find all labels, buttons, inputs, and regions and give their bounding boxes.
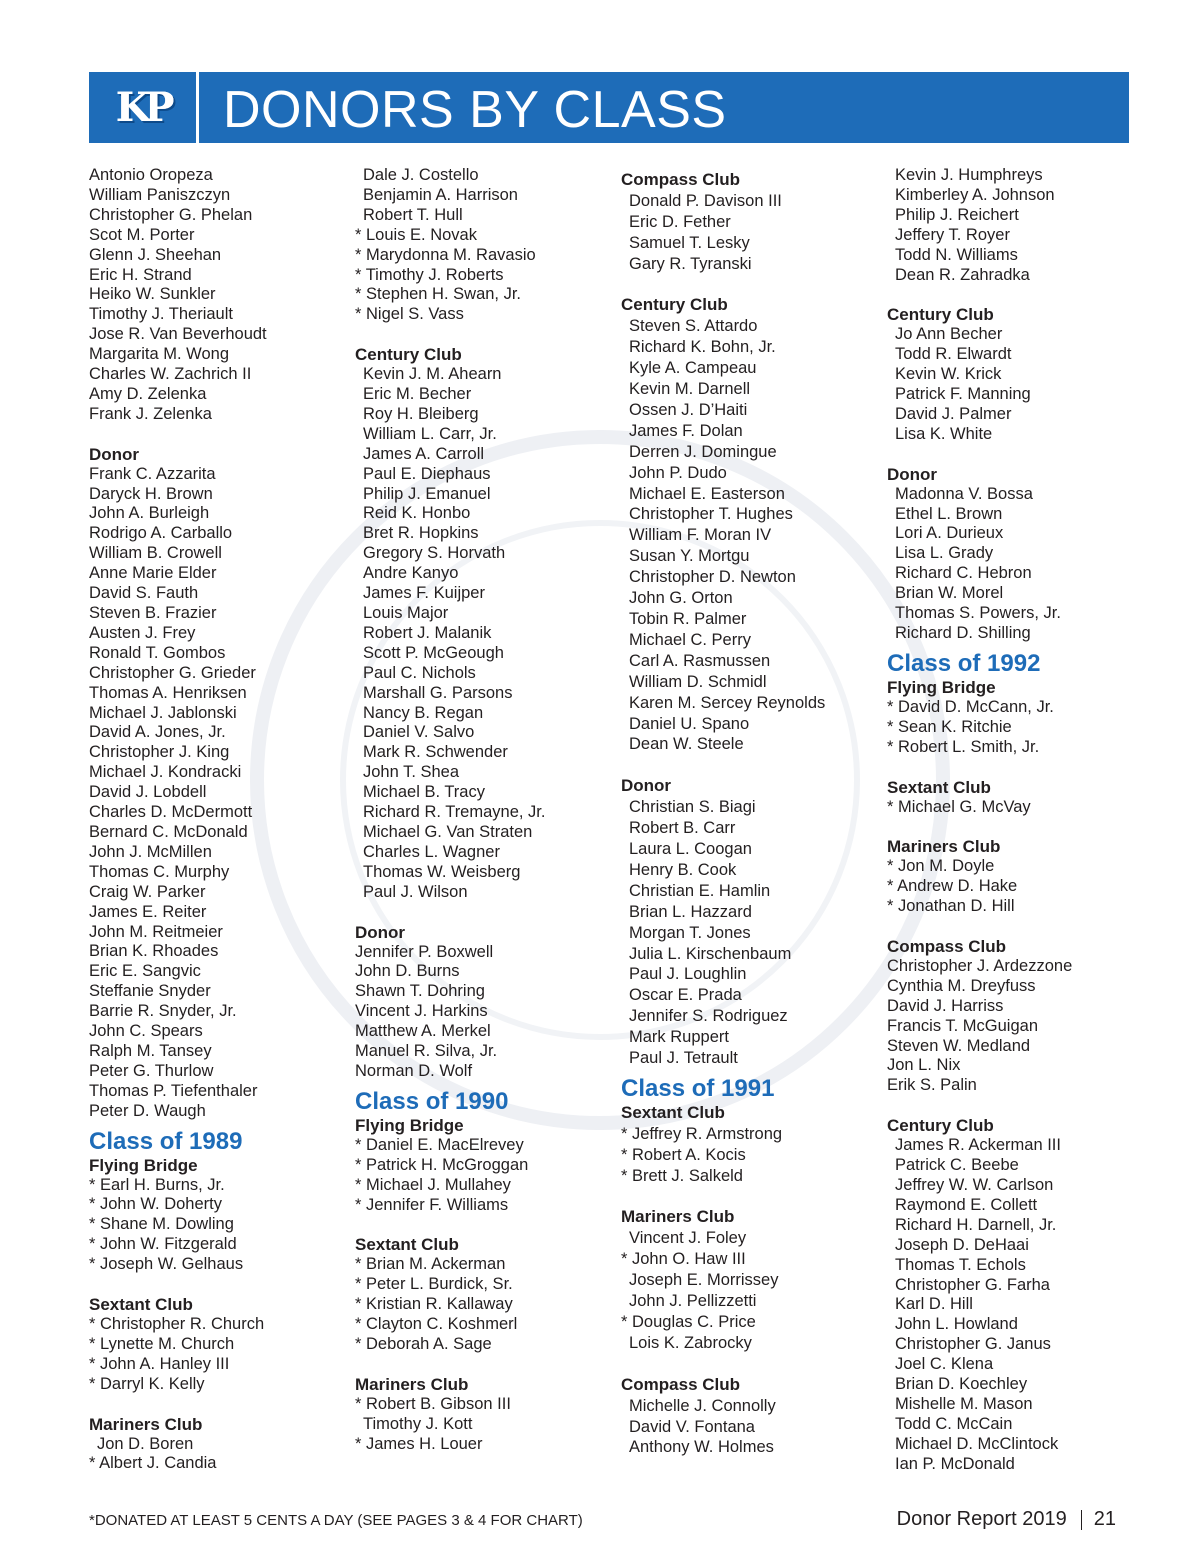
section-label: Sextant Club — [887, 777, 991, 797]
section-spacer — [887, 758, 1137, 778]
section-spacer — [355, 903, 605, 923]
donor-name: James E. Reiter — [89, 902, 207, 921]
donor-name: Christian E. Hamlin — [629, 881, 771, 900]
donor-name: Jon L. Nix — [887, 1056, 961, 1075]
section-spacer — [887, 1096, 1137, 1116]
donor-name: William B. Crowell — [89, 544, 222, 563]
section-label: Flying Bridge — [887, 677, 996, 697]
donor-name: Kevin W. Krick — [895, 365, 1002, 384]
donor-name: * Patrick H. McGroggan — [355, 1155, 529, 1174]
donor-name: John D. Burns — [355, 962, 460, 981]
donor-name: * Timothy J. Roberts — [355, 265, 504, 284]
donor-name: Kimberley A. Johnson — [895, 185, 1055, 204]
class-heading: Class of 1989 — [89, 1127, 243, 1155]
donor-name: Karl D. Hill — [895, 1295, 973, 1314]
donor-name: Manuel R. Silva, Jr. — [355, 1042, 498, 1061]
donor-name: Norman D. Wolf — [355, 1061, 473, 1080]
donor-name: * Marydonna M. Ravasio — [355, 245, 536, 264]
donor-name: Lisa K. White — [895, 424, 993, 443]
donor-name: Christian S. Biagi — [629, 798, 756, 817]
donor-name: * Lynette M. Church — [89, 1334, 235, 1353]
section-label: Century Club — [621, 295, 728, 315]
donor-name: Eric E. Sangvic — [89, 962, 201, 981]
section-spacer — [621, 275, 871, 296]
donor-name: * Jeffrey R. Armstrong — [621, 1124, 783, 1143]
donor-name: Mark Ruppert — [629, 1028, 729, 1047]
donor-name: * Stephen H. Swan, Jr. — [355, 285, 522, 304]
section-label: Sextant Club — [89, 1295, 193, 1314]
donor-name: Kyle A. Campeau — [629, 359, 757, 378]
donor-name: Heiko W. Sunkler — [89, 285, 216, 304]
donor-name: * Michael G. McVay — [887, 797, 1031, 816]
donor-name: Jo Ann Becher — [895, 325, 1003, 344]
donor-name: Karen M. Sercey Reynolds — [629, 693, 826, 712]
section-label: Sextant Club — [355, 1235, 459, 1255]
donor-name: Paul J. Loughlin — [629, 965, 747, 984]
donor-name: Julia L. Kirschenbaum — [629, 944, 792, 963]
donor-name: Christopher G. Grieder — [89, 663, 256, 682]
donor-name: Kevin J. M. Ahearn — [363, 365, 502, 384]
donor-name: Ian P. McDonald — [895, 1454, 1015, 1473]
section-label: Donor — [621, 776, 672, 796]
donor-name: Michael J. Kondracki — [89, 763, 242, 782]
donor-name: Tobin R. Palmer — [629, 610, 747, 629]
donor-name: Donald P. Davison III — [629, 191, 782, 210]
donor-name: Richard C. Hebron — [895, 564, 1032, 583]
donor-name: Margarita M. Wong — [89, 345, 229, 364]
donor-name: Vincent J. Harkins — [355, 1002, 488, 1021]
donor-name: * Deborah A. Sage — [355, 1334, 492, 1353]
section-label: Mariners Club — [621, 1207, 735, 1227]
donor-name: * Michael J. Mullahey — [355, 1175, 511, 1194]
donor-name: Patrick F. Manning — [895, 385, 1031, 404]
donor-name: John A. Burleigh — [89, 504, 210, 523]
donor-name: Eric D. Fether — [629, 212, 731, 231]
header-divider — [196, 72, 199, 143]
section-label: Century Club — [887, 305, 994, 325]
donor-name: John G. Orton — [629, 589, 733, 608]
donor-name: Todd C. McCain — [895, 1414, 1013, 1433]
donor-name: Charles L. Wagner — [363, 842, 500, 861]
section-label: Compass Club — [887, 936, 1007, 956]
section-spacer — [887, 917, 1137, 937]
donor-name: * Brian M. Ackerman — [355, 1255, 506, 1274]
section-label: Mariners Club — [355, 1374, 469, 1394]
donor-name: * Sean K. Ritchie — [887, 717, 1012, 736]
donor-name: * John O. Haw III — [621, 1250, 746, 1269]
donor-name: Charles W. Zachrich II — [89, 365, 252, 384]
donor-name: Robert B. Carr — [629, 819, 736, 838]
donor-name: Lisa L. Grady — [895, 544, 994, 563]
page-number: 21 — [1093, 1508, 1116, 1530]
donor-name: Anthony W. Holmes — [629, 1438, 774, 1457]
donor-name: Vincent J. Foley — [629, 1229, 747, 1248]
donor-name: David A. Jones, Jr. — [89, 723, 226, 742]
donor-name: Steffanie Snyder — [89, 982, 211, 1001]
donor-name: Dean W. Steele — [629, 735, 744, 754]
donor-name: Dean R. Zahradka — [895, 265, 1030, 284]
section-spacer — [887, 817, 1137, 837]
donor-name: Cynthia M. Dreyfuss — [887, 976, 1036, 995]
donor-name: Bernard C. McDonald — [89, 822, 248, 841]
donor-name: Reid K. Honbo — [363, 504, 471, 523]
donor-name: Steven S. Attardo — [629, 317, 758, 336]
donor-name: David J. Palmer — [895, 404, 1012, 423]
donor-name: Peter D. Waugh — [89, 1101, 206, 1120]
donor-name: Timothy J. Theriault — [89, 305, 233, 324]
donor-name: David J. Harriss — [887, 996, 1004, 1015]
donor-name: Rodrigo A. Carballo — [89, 524, 233, 543]
donor-name: Jeffrey W. W. Carlson — [895, 1175, 1054, 1194]
donor-name: * Brett J. Salkeld — [621, 1166, 743, 1185]
donor-name: Francis T. McGuigan — [887, 1016, 1038, 1035]
section-spacer — [355, 1355, 605, 1375]
donor-name: James F. Kuijper — [363, 584, 485, 603]
donor-name: * Andrew D. Hake — [887, 877, 1018, 896]
donor-name: Andre Kanyo — [363, 564, 459, 583]
section-spacer — [89, 425, 339, 445]
donor-name: Susan Y. Mortgu — [629, 547, 750, 566]
column-3 — [621, 170, 871, 1458]
donor-name: Laura L. Coogan — [629, 839, 752, 858]
page-header — [89, 72, 1129, 143]
donor-name: Antonio Oropeza — [89, 166, 213, 184]
donor-name: Frank C. Azzarita — [89, 464, 216, 483]
donor-name: Mark R. Schwender — [363, 743, 508, 762]
donor-name: Louis Major — [363, 604, 449, 623]
donor-name: Thomas W. Weisberg — [363, 862, 521, 881]
donor-name: Richard K. Bohn, Jr. — [629, 338, 776, 357]
donor-name: * Christopher R. Church — [89, 1315, 265, 1333]
donor-name: * Louis E. Novak — [355, 225, 477, 244]
section-label: Century Club — [887, 1116, 994, 1136]
section-label: Mariners Club — [887, 837, 1001, 857]
donor-name: * John A. Hanley III — [89, 1354, 230, 1373]
section-label: Donor — [89, 444, 140, 464]
donor-name: Madonna V. Bossa — [895, 484, 1033, 503]
donor-name: Henry B. Cook — [629, 860, 737, 879]
donor-name: * Jennifer F. Williams — [355, 1195, 509, 1214]
donor-name: Matthew A. Merkel — [355, 1022, 491, 1041]
donor-name: Jon D. Boren — [97, 1434, 194, 1453]
donor-name: Paul J. Wilson — [363, 882, 468, 901]
donor-name: Ossen J. D’Haiti — [629, 400, 748, 419]
donor-name: Philip J. Emanuel — [363, 484, 491, 503]
donor-name: * Darryl K. Kelly — [89, 1374, 205, 1393]
kp-logo: KP — [115, 84, 169, 131]
donor-name: Christopher G. Farha — [895, 1275, 1050, 1294]
donor-name: Michael E. Easterson — [629, 484, 785, 503]
donor-name: Brian W. Morel — [895, 584, 1004, 603]
donor-name: * Kristian R. Kallaway — [355, 1295, 513, 1314]
donor-name: Scot M. Porter — [89, 225, 195, 244]
donor-name: Christopher J. King — [89, 743, 230, 762]
class-heading: Class of 1992 — [887, 649, 1041, 677]
donor-name: * Robert L. Smith, Jr. — [887, 737, 1040, 756]
section-label: Flying Bridge — [355, 1115, 464, 1135]
donor-name: Daniel V. Salvo — [363, 723, 475, 742]
section-spacer — [89, 1395, 339, 1415]
donor-name: Anne Marie Elder — [89, 564, 217, 583]
donor-name: Samuel T. Lesky — [629, 233, 750, 252]
donor-name: Barrie R. Snyder, Jr. — [89, 1002, 237, 1021]
footer-separator — [1081, 1510, 1082, 1530]
donor-name: Michael B. Tracy — [363, 783, 485, 802]
donor-name: David J. Lobdell — [89, 783, 207, 802]
donor-name: * Earl H. Burns, Jr. — [89, 1175, 225, 1194]
donor-name: Jose R. Van Beverhoudt — [89, 325, 267, 344]
donor-name: Dale J. Costello — [363, 166, 479, 184]
donor-name: John M. Reitmeier — [89, 922, 223, 941]
donor-name: Brian K. Rhoades — [89, 942, 219, 961]
donor-name: Thomas S. Powers, Jr. — [895, 604, 1061, 623]
section-spacer — [887, 445, 1137, 465]
section-spacer — [621, 1187, 871, 1208]
section-spacer — [621, 1354, 871, 1375]
donor-name: Brian D. Koechley — [895, 1375, 1028, 1394]
donor-name: * Daniel E. MacElrevey — [355, 1135, 524, 1154]
donor-name: Erik S. Palin — [887, 1076, 977, 1095]
donor-name: James R. Ackerman III — [895, 1136, 1061, 1155]
donor-name: Robert J. Malanik — [363, 623, 492, 642]
donor-name: Michael C. Perry — [629, 630, 751, 649]
donor-name: * Peter L. Burdick, Sr. — [355, 1275, 513, 1294]
donor-name: Todd R. Elwardt — [895, 345, 1012, 364]
donor-name: Christopher G. Janus — [895, 1335, 1051, 1354]
donor-name: Charles D. McDermott — [89, 803, 253, 822]
report-title: Donor Report 2019 — [896, 1508, 1067, 1530]
donor-name: Morgan T. Jones — [629, 923, 751, 942]
section-label: Compass Club — [621, 1374, 741, 1394]
donor-name: Robert T. Hull — [363, 205, 463, 224]
donor-name: Ronald T. Gombos — [89, 643, 226, 662]
donor-name: Joseph E. Morrissey — [629, 1271, 779, 1290]
donor-name: * John W. Fitzgerald — [89, 1235, 237, 1254]
section-spacer — [355, 1215, 605, 1235]
donor-name: Paul J. Tetrault — [629, 1049, 738, 1068]
donor-name: William D. Schmidl — [629, 672, 767, 691]
donor-name: Patrick C. Beebe — [895, 1156, 1019, 1175]
donor-name: Kevin J. Humphreys — [895, 166, 1043, 184]
donor-name: Raymond E. Collett — [895, 1195, 1038, 1214]
donor-name: David V. Fontana — [629, 1417, 755, 1436]
donor-name: William Paniszczyn — [89, 185, 231, 204]
donor-name: Thomas C. Murphy — [89, 862, 230, 881]
donor-name: Lori A. Durieux — [895, 524, 1004, 543]
donor-name: James F. Dolan — [629, 421, 743, 440]
donor-name: Peter G. Thurlow — [89, 1061, 214, 1080]
donor-name: Marshall G. Parsons — [363, 683, 513, 702]
section-label: Donor — [355, 922, 406, 942]
donor-name: Daniel U. Spano — [629, 714, 750, 733]
donor-name: Michael G. Van Straten — [363, 822, 533, 841]
donor-name: Jennifer S. Rodriguez — [629, 1007, 788, 1026]
footer-report — [897, 1508, 1116, 1531]
donor-name: Frank J. Zelenka — [89, 404, 212, 423]
donor-name: Richard H. Darnell, Jr. — [895, 1215, 1057, 1234]
donor-name: Amy D. Zelenka — [89, 384, 207, 403]
page-title: DONORS BY CLASS — [223, 81, 727, 139]
section-label: Compass Club — [621, 170, 741, 189]
donor-name: Kevin M. Darnell — [629, 380, 751, 399]
donor-name: Michelle J. Connolly — [629, 1396, 776, 1415]
section-spacer — [887, 285, 1137, 305]
section-label: Donor — [887, 464, 938, 484]
donor-name: John J. McMillen — [89, 842, 212, 861]
donor-name: * Robert A. Kocis — [621, 1145, 746, 1164]
donor-name: Gary R. Tyranski — [629, 254, 752, 273]
donor-name: Glenn J. Sheehan — [89, 245, 222, 264]
section-spacer — [621, 755, 871, 776]
donor-name: Eric H. Strand — [89, 265, 192, 284]
donor-name: Ethel L. Brown — [895, 504, 1003, 523]
class-heading: Class of 1990 — [355, 1087, 509, 1115]
donor-name: Lois K. Zabrocky — [629, 1333, 752, 1352]
section-label: Century Club — [355, 345, 462, 365]
donor-name: Scott P. McGeough — [363, 643, 504, 662]
donor-name: William L. Carr, Jr. — [363, 424, 497, 443]
donor-name: Paul E. Diephaus — [363, 464, 491, 483]
donor-name: * John W. Doherty — [89, 1195, 222, 1214]
donor-name: Paul C. Nichols — [363, 663, 476, 682]
donor-name: Philip J. Reichert — [895, 205, 1019, 224]
donor-name: John L. Howland — [895, 1315, 1018, 1334]
column-4 — [887, 166, 1137, 1475]
donor-name: * James H. Louer — [355, 1434, 483, 1453]
donor-name: * Albert J. Candia — [89, 1454, 217, 1473]
column-2 — [355, 166, 605, 1455]
donor-name: * David D. McCann, Jr. — [887, 697, 1054, 716]
donor-name: Derren J. Domingue — [629, 442, 777, 461]
section-spacer — [355, 325, 605, 345]
donor-name: Gregory S. Horvath — [363, 544, 506, 563]
donor-name: Christopher J. Ardezzone — [887, 956, 1073, 975]
donor-name: * Robert B. Gibson III — [355, 1394, 511, 1413]
donor-name: John C. Spears — [89, 1022, 203, 1041]
donor-name: Oscar E. Prada — [629, 986, 742, 1005]
donor-name: Michael J. Jablonski — [89, 703, 237, 722]
donor-name: John J. Pellizzetti — [629, 1292, 757, 1311]
donor-name: Daryck H. Brown — [89, 484, 213, 503]
donor-name: Joseph D. DeHaai — [895, 1235, 1029, 1254]
section-spacer — [89, 1275, 339, 1295]
donor-name: Joel C. Klena — [895, 1355, 994, 1374]
donor-name: Todd N. Williams — [895, 245, 1018, 264]
donor-name: Mishelle M. Mason — [895, 1394, 1033, 1413]
donor-name: Carl A. Rasmussen — [629, 651, 771, 670]
donor-name: David S. Fauth — [89, 584, 199, 603]
donor-name: Christopher G. Phelan — [89, 205, 253, 224]
donor-name: * Clayton C. Koshmerl — [355, 1315, 518, 1334]
donor-name: Timothy J. Kott — [363, 1414, 473, 1433]
donor-name: * Jonathan D. Hill — [887, 897, 1015, 916]
donor-name: John T. Shea — [363, 763, 460, 782]
section-label: Mariners Club — [89, 1414, 203, 1434]
donor-name: Shawn T. Dohring — [355, 982, 485, 1001]
donor-name: William F. Moran IV — [629, 526, 772, 545]
donor-name: Thomas A. Henriksen — [89, 683, 247, 702]
donor-name: Jennifer P. Boxwell — [355, 942, 494, 961]
donor-name: Jeffery T. Royer — [895, 225, 1010, 244]
donor-name: Benjamin A. Harrison — [363, 185, 518, 204]
donor-name: * Joseph W. Gelhaus — [89, 1255, 244, 1274]
column-1 — [89, 166, 339, 1474]
section-label: Sextant Club — [621, 1102, 725, 1122]
donor-name: John P. Dudo — [629, 463, 727, 482]
donor-name: Steven B. Frazier — [89, 604, 217, 623]
donor-name: Steven W. Medland — [887, 1036, 1031, 1055]
donor-name: Brian L. Hazzard — [629, 902, 752, 921]
footer-note: *DONATED AT LEAST 5 CENTS A DAY (SEE PAGES 3 & 4 FOR CHART) — [89, 1512, 583, 1529]
donor-name: Richard D. Shilling — [895, 624, 1031, 642]
donor-name: Ralph M. Tansey — [89, 1041, 212, 1060]
donor-name: Christopher D. Newton — [629, 568, 796, 587]
donor-name: Richard R. Tremayne, Jr. — [363, 803, 546, 822]
donor-name: Austen J. Frey — [89, 623, 196, 642]
donor-name: Christopher T. Hughes — [629, 505, 793, 524]
donor-name: Thomas T. Echols — [895, 1255, 1026, 1274]
donor-name: Nancy B. Regan — [363, 703, 484, 722]
donor-name: Thomas P. Tiefenthaler — [89, 1081, 258, 1100]
donor-name: Roy H. Bleiberg — [363, 404, 479, 423]
donor-name: * Jon M. Doyle — [887, 857, 995, 876]
donor-name: Michael D. McClintock — [895, 1434, 1059, 1453]
class-heading: Class of 1991 — [621, 1074, 775, 1102]
section-label: Flying Bridge — [89, 1155, 198, 1175]
donor-name: * Nigel S. Vass — [355, 305, 464, 324]
donor-name: Craig W. Parker — [89, 882, 206, 901]
donor-name: Bret R. Hopkins — [363, 524, 479, 543]
donor-name: James A. Carroll — [363, 444, 485, 463]
donor-name: * Douglas C. Price — [621, 1312, 756, 1331]
donor-name: Eric M. Becher — [363, 385, 472, 404]
donor-name: * Shane M. Dowling — [89, 1215, 234, 1234]
